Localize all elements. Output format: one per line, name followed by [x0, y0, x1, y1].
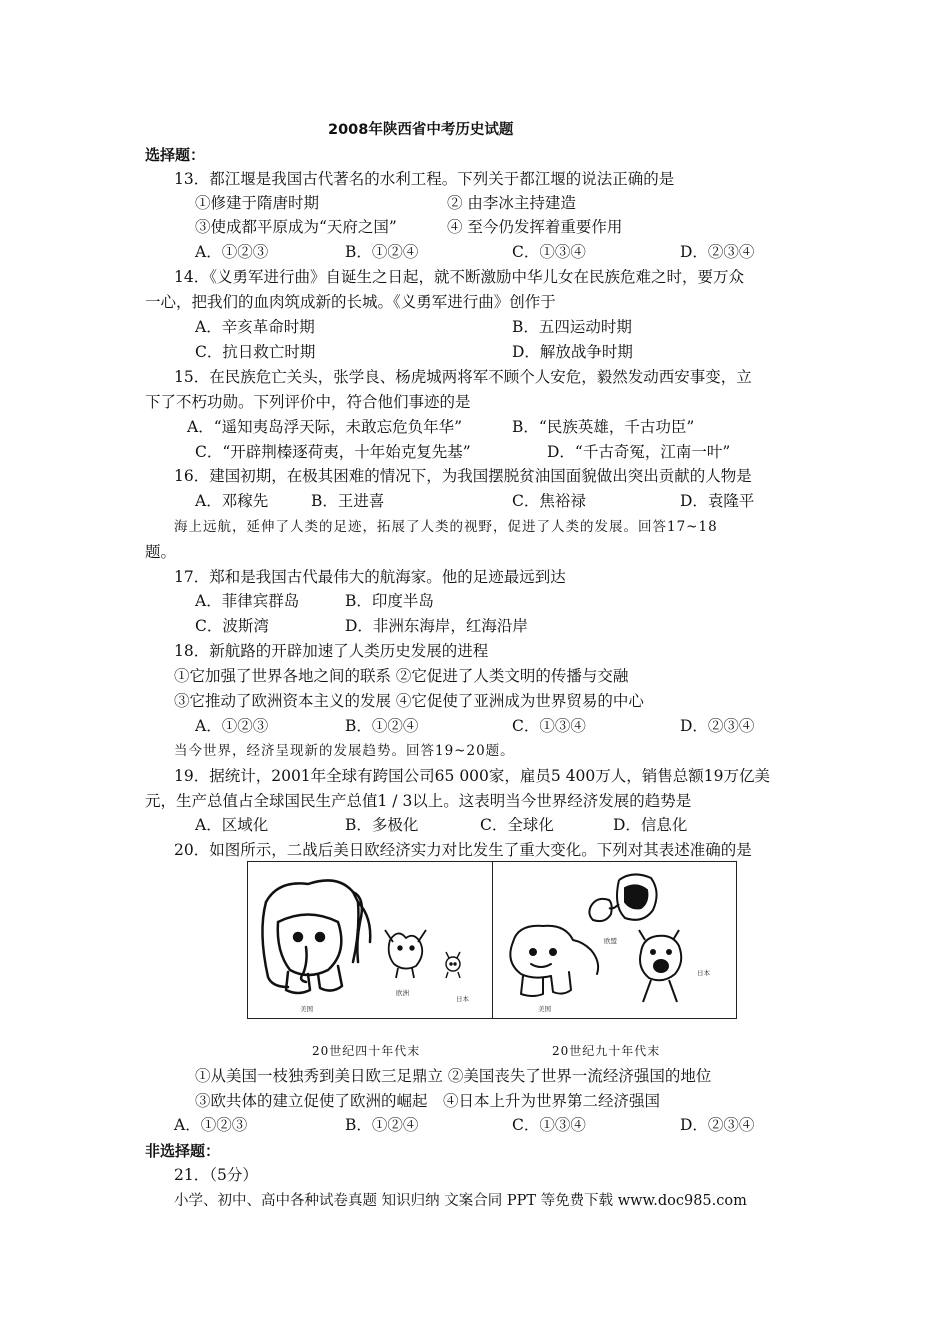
q13-statement-3: ③使成都平原成为“天府之国”	[195, 218, 397, 236]
q15-option-c: C．“开辟荆榛逐荷夷，十年始克复先基”	[195, 443, 471, 461]
q19-stem-line2: 元，生产总值占全球国民生产总值1 / 3以上。这表明当今世界经济发展的趋势是	[145, 792, 692, 810]
q18-option-c: C．①③④	[512, 717, 586, 735]
q15-stem-line1: 15．在民族危亡关头，张学良、杨虎城两将军不顾个人安危，毅然发动西安事变，立	[174, 368, 752, 386]
q17-option-d: D．非洲东海岸，红海沿岸	[345, 617, 528, 635]
q14-option-c: C．抗日救亡时期	[195, 343, 316, 361]
q15-option-a: A．“遥知夷岛浮天际，未敢忘危负年华”	[187, 418, 463, 436]
q20-statements-1-2: ①从美国一枝独秀到美日欧三足鼎立 ②美国丧失了世界一流经济强国的地位	[195, 1067, 712, 1085]
q20-option-c: C．①③④	[512, 1116, 586, 1134]
q20-option-a: A．①②③	[174, 1116, 248, 1134]
q20-stem: 20．如图所示，二战后美日欧经济实力对比发生了重大变化。下列对其表述准确的是	[174, 841, 752, 859]
intro-19-20: 当今世界，经济呈现新的发展趋势。回答19~20题。	[174, 743, 515, 759]
q18-statements-1-2: ①它加强了世界各地之间的联系 ②它促进了人类文明的传播与交融	[174, 667, 629, 685]
q16-option-b: B．王进喜	[311, 492, 385, 510]
q19-option-b: B．多极化	[345, 816, 419, 834]
intro-17-18-line1: 海上远航，延伸了人类的足迹，拓展了人类的视野，促进了人类的发展。回答17~18	[174, 519, 718, 535]
q15-option-b: B．“民族英雄，千古功臣”	[512, 418, 695, 436]
label-eu-1990s: 欧盟	[604, 937, 617, 945]
q13-statement-4: ④ 至今仍发挥着重要作用	[447, 218, 623, 236]
q17-stem: 17．郑和是我国古代最伟大的航海家。他的足迹最远到达	[174, 568, 566, 586]
q18-option-d: D．②③④	[680, 717, 755, 735]
label-europe-1940s: 欧洲	[396, 989, 409, 997]
q21-heading: 21．（5分）	[174, 1166, 258, 1184]
figure-caption-right: 20世纪九十年代末	[552, 1044, 661, 1058]
q20-cartoon-figure	[247, 861, 737, 1019]
q16-option-a: A．邓稼先	[195, 492, 269, 510]
q19-option-a: A．区域化	[195, 816, 269, 834]
q17-option-a: A．菲律宾群岛	[195, 592, 300, 610]
q13-stem: 13．都江堰是我国古代著名的水利工程。下列关于都江堰的说法正确的是	[174, 170, 675, 188]
figure-caption-left: 20世纪四十年代末	[312, 1044, 421, 1058]
q19-stem-line1: 19．据统计，2001年全球有跨国公司65 000家，雇员5 400万人，销售总额19万亿美	[174, 767, 771, 785]
q19-option-c: C．全球化	[480, 816, 554, 834]
q20-option-d: D．②③④	[680, 1116, 755, 1134]
q13-statement-2: ② 由李冰主持建造	[447, 194, 576, 212]
q20-statements-3-4: ③欧共体的建立促使了欧洲的崛起 ④日本上升为世界第二经济强国	[195, 1092, 661, 1110]
q18-option-b: B．①②④	[345, 717, 419, 735]
q16-option-c: C．焦裕禄	[512, 492, 586, 510]
q18-stem: 18．新航路的开辟加速了人类历史发展的进程	[174, 642, 489, 660]
q20-option-b: B．①②④	[345, 1116, 419, 1134]
footer-download-note: 小学、初中、高中各种试卷真题 知识归纳 文案合同 PPT 等免费下载 www.doc985.com	[174, 1193, 747, 1209]
q13-option-c: C．①③④	[512, 243, 586, 261]
section-heading-nonchoice: 非选择题：	[145, 1142, 221, 1160]
label-usa-1940s: 美国	[300, 1005, 313, 1013]
intro-17-18-line2: 题。	[145, 543, 177, 561]
q14-stem-line1: 14．《义勇军进行曲》自诞生之日起，就不断激励中华儿女在民族危难之时，要万众	[174, 268, 744, 286]
q16-stem: 16．建国初期，在极其困难的情况下，为我国摆脱贫油国面貌做出突出贡献的人物是	[174, 467, 752, 485]
q17-option-c: C．波斯湾	[195, 617, 269, 635]
q15-option-d: D．“千古奇冤，江南一叶”	[547, 443, 731, 461]
q18-statements-3-4: ③它推动了欧洲资本主义的发展 ④它促使了亚洲成为世界贸易的中心	[174, 692, 644, 710]
label-japan-1990s: 日本	[697, 969, 710, 977]
section-heading-choice: 选择题：	[145, 146, 206, 164]
label-japan-1940s: 日本	[456, 995, 469, 1003]
q13-option-a: A．①②③	[195, 243, 269, 261]
q14-option-a: A．辛亥革命时期	[195, 318, 315, 336]
q13-option-d: D．②③④	[680, 243, 755, 261]
q14-stem-line2: 一心，把我们的血肉筑成新的长城。《义勇军进行曲》创作于	[145, 293, 556, 311]
q19-option-d: D．信息化	[613, 816, 688, 834]
page-title: 2008年陕西省中考历史试题	[328, 122, 514, 138]
label-usa-1990s: 美国	[538, 1005, 551, 1013]
q13-statement-1: ①修建于隋唐时期	[195, 194, 320, 212]
q17-option-b: B．印度半岛	[345, 592, 434, 610]
q16-option-d: D．袁隆平	[680, 492, 755, 510]
q15-stem-line2: 下了不朽功勋。下列评价中，符合他们事迹的是	[145, 393, 471, 411]
q14-option-b: B．五四运动时期	[512, 318, 632, 336]
q18-option-a: A．①②③	[195, 717, 269, 735]
q14-option-d: D．解放战争时期	[512, 343, 633, 361]
q13-option-b: B．①②④	[345, 243, 419, 261]
